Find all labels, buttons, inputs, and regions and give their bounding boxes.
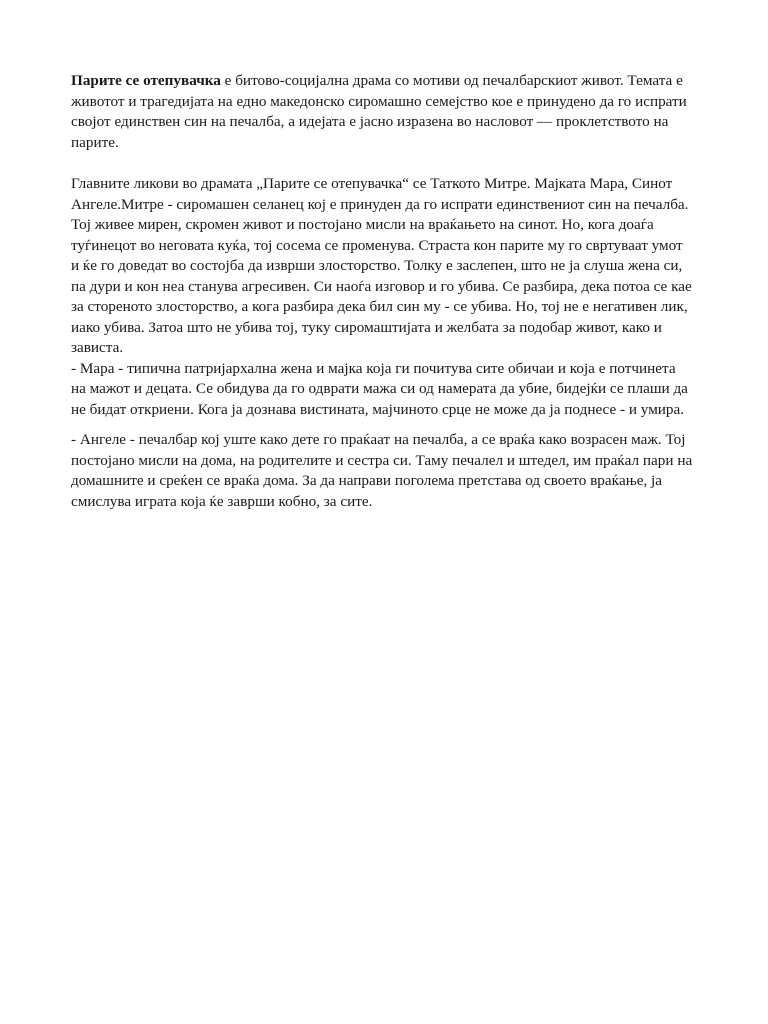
intro-paragraph: [71, 71, 693, 153]
angele-paragraph: - Ангеле - печалбар кој уште како дете го праќаат на печалба, а се враќа како возрасен маж. Тој постојано мисли на дома, на родителите и сестра си. Таму печалел и штедел, им праќал пари на домашните и среќен се враќа дома. За да направи поголема претстава од своето враќање, ја смислува играта која ќе заврши кобно, за сите.: [71, 431, 693, 510]
mara-paragraph: - Мара - типична патријархална жена и мајка која ги почитува сите обичаи и која е потчинета на мажот и децата. Се обидува да го одврати мажа си од намерата да убие, бидејќи се плаши да не бидат откриени. Кога ја дознава вистината, мајчиното срце не може да ја поднесе - и умира.: [71, 359, 688, 418]
document-page: [71, 71, 693, 512]
play-title: Парите се отепувачка: [71, 72, 221, 89]
characters-paragraph: Главните ликови во драмата „Парите се отепувачка“ се Таткото Митре. Мајката Мара, Синот Ангеле.Митре - сиромашен селанец кој е принуден да го испрати единствениот син на печалба. Тој живее мирен, скромен живот и постојано мисли на враќањето на синот. Но, кога доаѓа туѓинецот во неговата куќа, тој сосема се променува. Страста кон парите му го свртуваат умот и ќе го доведат во состојба да изврши злосторство. Толку е заслепен, што не ја слуша жена си, па дури и кон неа станува агресивен. Си наоѓа изговор и го убива. Се разбира, дека потоа се кае за стореното злосторство, а кога разбира дека бил син му - се убива. Но, тој не е негативен лик, иако убива. Затоа што не убива тој, туку сиромаштијата и желбата за подобар живот, како и зависта.: [71, 175, 692, 356]
intro-text: е битово-социјална драма со мотиви од печалбарскиот живот. Темата е животот и трагедијата на едно македонско сиромашно семејство кое е принудено да го испрати својот единствен син на печалба, а идејата е јасно изразена во насловот — проклетството на парите.: [71, 72, 687, 151]
